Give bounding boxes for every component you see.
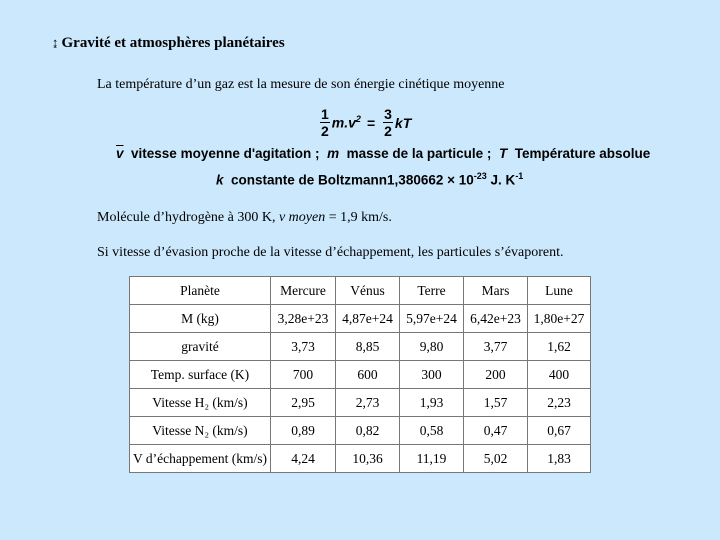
table-cell: 4,87e+24 (336, 305, 400, 333)
variable-legend-line-2 (216, 171, 523, 188)
table-row (130, 389, 591, 417)
table-cell: 5,97e+24 (400, 305, 464, 333)
slide-title (52, 35, 285, 52)
table-cell: 8,85 (336, 333, 400, 361)
table-cell: 0,82 (336, 417, 400, 445)
variable-legend-line-1 (116, 146, 650, 161)
table-header-cell: Mercure (271, 277, 336, 305)
table-cell: 9,80 (400, 333, 464, 361)
table-row (130, 445, 591, 473)
k-unit: J. K (490, 172, 516, 188)
table-cell: 1,83 (528, 445, 591, 473)
fraction-numerator: 3 (384, 106, 392, 122)
lhs-exponent: 2 (355, 114, 361, 125)
table-row-label: Vitesse H₂ (km/s) (130, 389, 271, 417)
table-cell: 2,73 (336, 389, 400, 417)
fraction-denominator: 2 (384, 123, 392, 139)
table-cell: 0,58 (400, 417, 464, 445)
table-cell: 1,62 (528, 333, 591, 361)
table-header-cell: Lune (528, 277, 591, 305)
rhs-expression: kT (394, 114, 412, 131)
v-symbol: $\overline{v}$ (116, 146, 124, 161)
k-symbol: k (216, 172, 224, 188)
fraction-numerator: 1 (321, 106, 329, 122)
table-header-cell: Planète (130, 277, 271, 305)
equals-sign: = (366, 114, 376, 131)
T-description: Température absolue (514, 146, 651, 161)
fraction-half-left (320, 106, 330, 139)
table-row-label: M (kg) (130, 305, 271, 333)
table-cell: 1,93 (400, 389, 464, 417)
table-row-label: Vitesse N₂ (km/s) (130, 417, 271, 445)
table-cell: 0,89 (271, 417, 336, 445)
table-header-row (130, 277, 591, 305)
table-cell: 400 (528, 361, 591, 389)
table-cell: 5,02 (464, 445, 528, 473)
m-description: masse de la particule ; (346, 146, 492, 161)
k-exponent: -23 (473, 171, 487, 181)
planet-table (129, 276, 591, 473)
title-text: Gravité et atmosphères planétaires (61, 35, 285, 51)
table-cell: 3,73 (271, 333, 336, 361)
table-row (130, 417, 591, 445)
escape-line: Si vitesse d’évasion proche de la vitesse d’échappement, les particules s’évaporent. (97, 245, 564, 260)
table-row-label: Temp. surface (K) (130, 361, 271, 389)
hydrogen-line-prefix: Molécule d’hydrogène à 300 K, (97, 210, 276, 225)
table-cell: 0,47 (464, 417, 528, 445)
table-cell: 700 (271, 361, 336, 389)
table-row (130, 305, 591, 333)
fraction-three-halves (383, 106, 393, 139)
intro-text: La température d’un gaz est la mesure de son énergie cinétique moyenne (97, 77, 505, 92)
T-symbol: T (498, 146, 508, 161)
fraction-denominator: 2 (321, 123, 329, 139)
table-row (130, 361, 591, 389)
bullet-icon: ↨ (52, 35, 59, 50)
table-cell: 4,24 (271, 445, 336, 473)
energy-formula (318, 106, 411, 139)
table-cell: 1,57 (464, 389, 528, 417)
lhs-expr-text: m.v (331, 114, 356, 131)
table-cell: 3,28e+23 (271, 305, 336, 333)
hydrogen-line-italic: v moyen (278, 210, 326, 225)
hydrogen-line (97, 210, 392, 226)
table-header-cell: Terre (400, 277, 464, 305)
table-cell: 2,95 (271, 389, 336, 417)
table-header-cell: Vénus (336, 277, 400, 305)
table-cell: 200 (464, 361, 528, 389)
table-cell: 10,36 (336, 445, 400, 473)
table-header-cell: Mars (464, 277, 528, 305)
table-cell: 6,42e+23 (464, 305, 528, 333)
k-unit-exponent: -1 (515, 171, 524, 181)
table-cell: 0,67 (528, 417, 591, 445)
table-row (130, 333, 591, 361)
table-cell: 3,77 (464, 333, 528, 361)
hydrogen-line-suffix: = 1,9 km/s. (328, 210, 392, 225)
table-cell: 2,23 (528, 389, 591, 417)
table-row-label: gravité (130, 333, 271, 361)
m-symbol: m (327, 146, 340, 161)
table-row-label: V d’échappement (km/s) (130, 445, 271, 473)
table-cell: 600 (336, 361, 400, 389)
lhs-expression (332, 114, 361, 131)
k-description: constante de Boltzmann1,380662 × 10 (231, 172, 474, 188)
table-cell: 11,19 (400, 445, 464, 473)
table-cell: 1,80e+27 (528, 305, 591, 333)
v-description: vitesse moyenne d'agitation ; (131, 146, 320, 161)
table-cell: 300 (400, 361, 464, 389)
